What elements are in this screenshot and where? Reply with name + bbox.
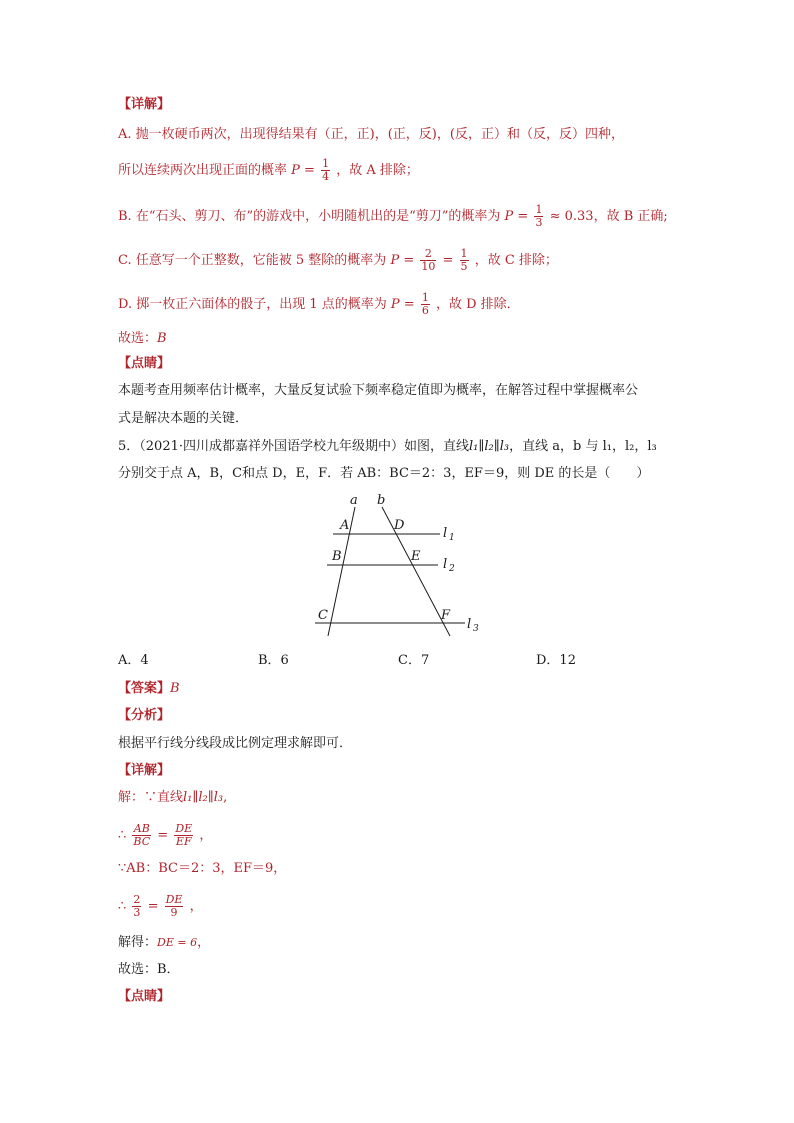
analysis-text: 根据平行线分线段成比例定理求解即可． <box>118 736 353 751</box>
equals: = <box>157 828 169 843</box>
denominator: 4 <box>322 170 330 183</box>
text: 5．（2021·四川成都嘉祥外国语学校九年级期中）如图，直线 <box>118 439 469 454</box>
label-l2: l <box>443 557 448 572</box>
numerator: 1 <box>322 157 330 170</box>
option-a-explanation-line2 <box>118 158 419 183</box>
fraction <box>132 823 151 848</box>
choice-line-q5: 故选：B． <box>118 962 180 977</box>
text: ， <box>199 828 213 843</box>
label-D: D <box>394 518 405 533</box>
label-A: A <box>340 518 350 533</box>
text: , <box>223 790 228 805</box>
p-symbol: P = <box>504 209 529 224</box>
denominator: 3 <box>133 906 141 919</box>
text: ， <box>197 935 211 950</box>
equals: = <box>442 253 454 268</box>
comment-heading-q5: 【点睛】 <box>118 989 171 1004</box>
therefore-symbol: ∴ <box>118 828 127 843</box>
equals: = <box>147 899 159 914</box>
denominator: EF <box>175 835 192 848</box>
label-l3-sub: 3 <box>473 624 479 634</box>
p-symbol: P = <box>390 253 415 268</box>
solution-line1 <box>118 789 227 807</box>
answer-heading: 【答案】 <box>118 681 171 696</box>
option-c: C．7 <box>398 653 430 668</box>
numerator: 1 <box>460 247 468 260</box>
option-b: B．6 <box>258 653 289 668</box>
option-b-explanation <box>118 204 668 229</box>
label-l1: l <box>443 526 448 541</box>
answer-line <box>118 680 180 698</box>
numerator: 1 <box>421 291 429 304</box>
fraction <box>132 894 141 919</box>
parallel-lines-math: l₁∥l₂∥l₃ <box>469 439 510 454</box>
text: ，故 A 排除； <box>336 163 419 178</box>
label-b: b <box>377 493 386 508</box>
denominator: 6 <box>421 304 429 317</box>
numerator: DE <box>165 893 183 906</box>
question-5-line1 <box>118 438 657 456</box>
p-symbol: P = <box>291 163 315 178</box>
line-b <box>382 507 450 636</box>
fraction <box>460 248 469 273</box>
fraction <box>421 292 430 317</box>
label-F: F <box>441 608 451 623</box>
comment-line2: 式是解决本题的关键． <box>118 411 249 426</box>
fraction <box>420 248 436 273</box>
text: ， <box>189 899 203 914</box>
option-a-explanation-line1: A. 抛一枚硬币两次，出现得结果有（正，正)，(正，反)，(反，正）和（反，反）四种， <box>118 127 624 142</box>
choice-line <box>118 330 167 348</box>
denominator: 3 <box>535 216 543 229</box>
denominator: 10 <box>421 260 436 273</box>
denominator: 5 <box>460 260 468 273</box>
text: ≈ 0.33，故 B 正确; <box>549 209 668 224</box>
text: ，故 C 排除； <box>474 253 558 268</box>
detail-heading: 【详解】 <box>118 97 171 112</box>
label-B: B <box>332 549 342 564</box>
parallel-lines-figure <box>305 490 505 638</box>
label-a: a <box>350 493 358 508</box>
comment-heading: 【点睛】 <box>118 356 171 371</box>
analysis-heading: 【分析】 <box>118 708 171 723</box>
solution-proportion <box>118 823 212 848</box>
fraction <box>165 894 184 919</box>
option-c-explanation <box>118 248 558 273</box>
solution-substitute <box>118 894 203 919</box>
result-value: DE = 6 <box>157 936 198 949</box>
text: 所以连续两次出现正面的概率 <box>118 163 288 178</box>
numerator: DE <box>175 822 193 835</box>
question-5-line2: 分别交于点 A，B，C和点 D，E，F．若 AB：BC＝2：3，EF＝9，则 DE 的长是（ ） <box>118 466 650 481</box>
option-a: A．4 <box>118 653 149 668</box>
choice-label: 故选： <box>118 331 158 346</box>
fraction <box>174 823 193 848</box>
denominator: 9 <box>170 906 178 919</box>
fraction <box>534 204 543 229</box>
text: C. 任意写一个正整数，它能被 5 整除的概率为 <box>118 253 387 268</box>
numerator: 2 <box>420 248 436 261</box>
parallel-lines-math: l₁∥l₂∥l₃ <box>183 790 224 805</box>
denominator: BC <box>133 835 151 848</box>
label-l2-sub: 2 <box>449 564 455 574</box>
label-C: C <box>318 608 328 623</box>
detail-heading-q5: 【详解】 <box>118 763 171 778</box>
text: ，直线 a，b 与 l₁，l₂，l₃ <box>509 439 657 454</box>
numerator: AB <box>133 822 150 835</box>
therefore-symbol: ∴ <box>118 899 127 914</box>
choice-value: B <box>157 331 167 346</box>
option-d-explanation <box>118 292 520 317</box>
text: D. 掷一枚正六面体的骰子，出现 1 点的概率为 <box>118 297 387 312</box>
numerator: 1 <box>535 203 543 216</box>
p-symbol: P = <box>390 297 415 312</box>
solution-given: ∵AB：BC＝2：3，EF＝9， <box>118 861 287 876</box>
text: ，故 D 排除． <box>435 297 520 312</box>
fraction <box>321 158 330 183</box>
text: 解：∵直线 <box>118 790 184 805</box>
numerator: 2 <box>133 893 141 906</box>
label-l3: l <box>467 617 472 632</box>
label-l1-sub: 1 <box>449 533 455 543</box>
option-d: D．12 <box>536 653 576 668</box>
label-E: E <box>411 549 421 564</box>
answer-value: B <box>170 681 180 696</box>
comment-line1: 本题考查用频率估计概率，大量反复试验下频率稳定值即为概率，在解答过程中掌握概率公 <box>118 383 639 398</box>
text: B. 在“石头、剪刀、布”的游戏中，小明随机出的是“剪刀”的概率为 <box>118 209 501 224</box>
solution-result <box>118 934 210 952</box>
solve-label: 解得： <box>118 935 158 950</box>
